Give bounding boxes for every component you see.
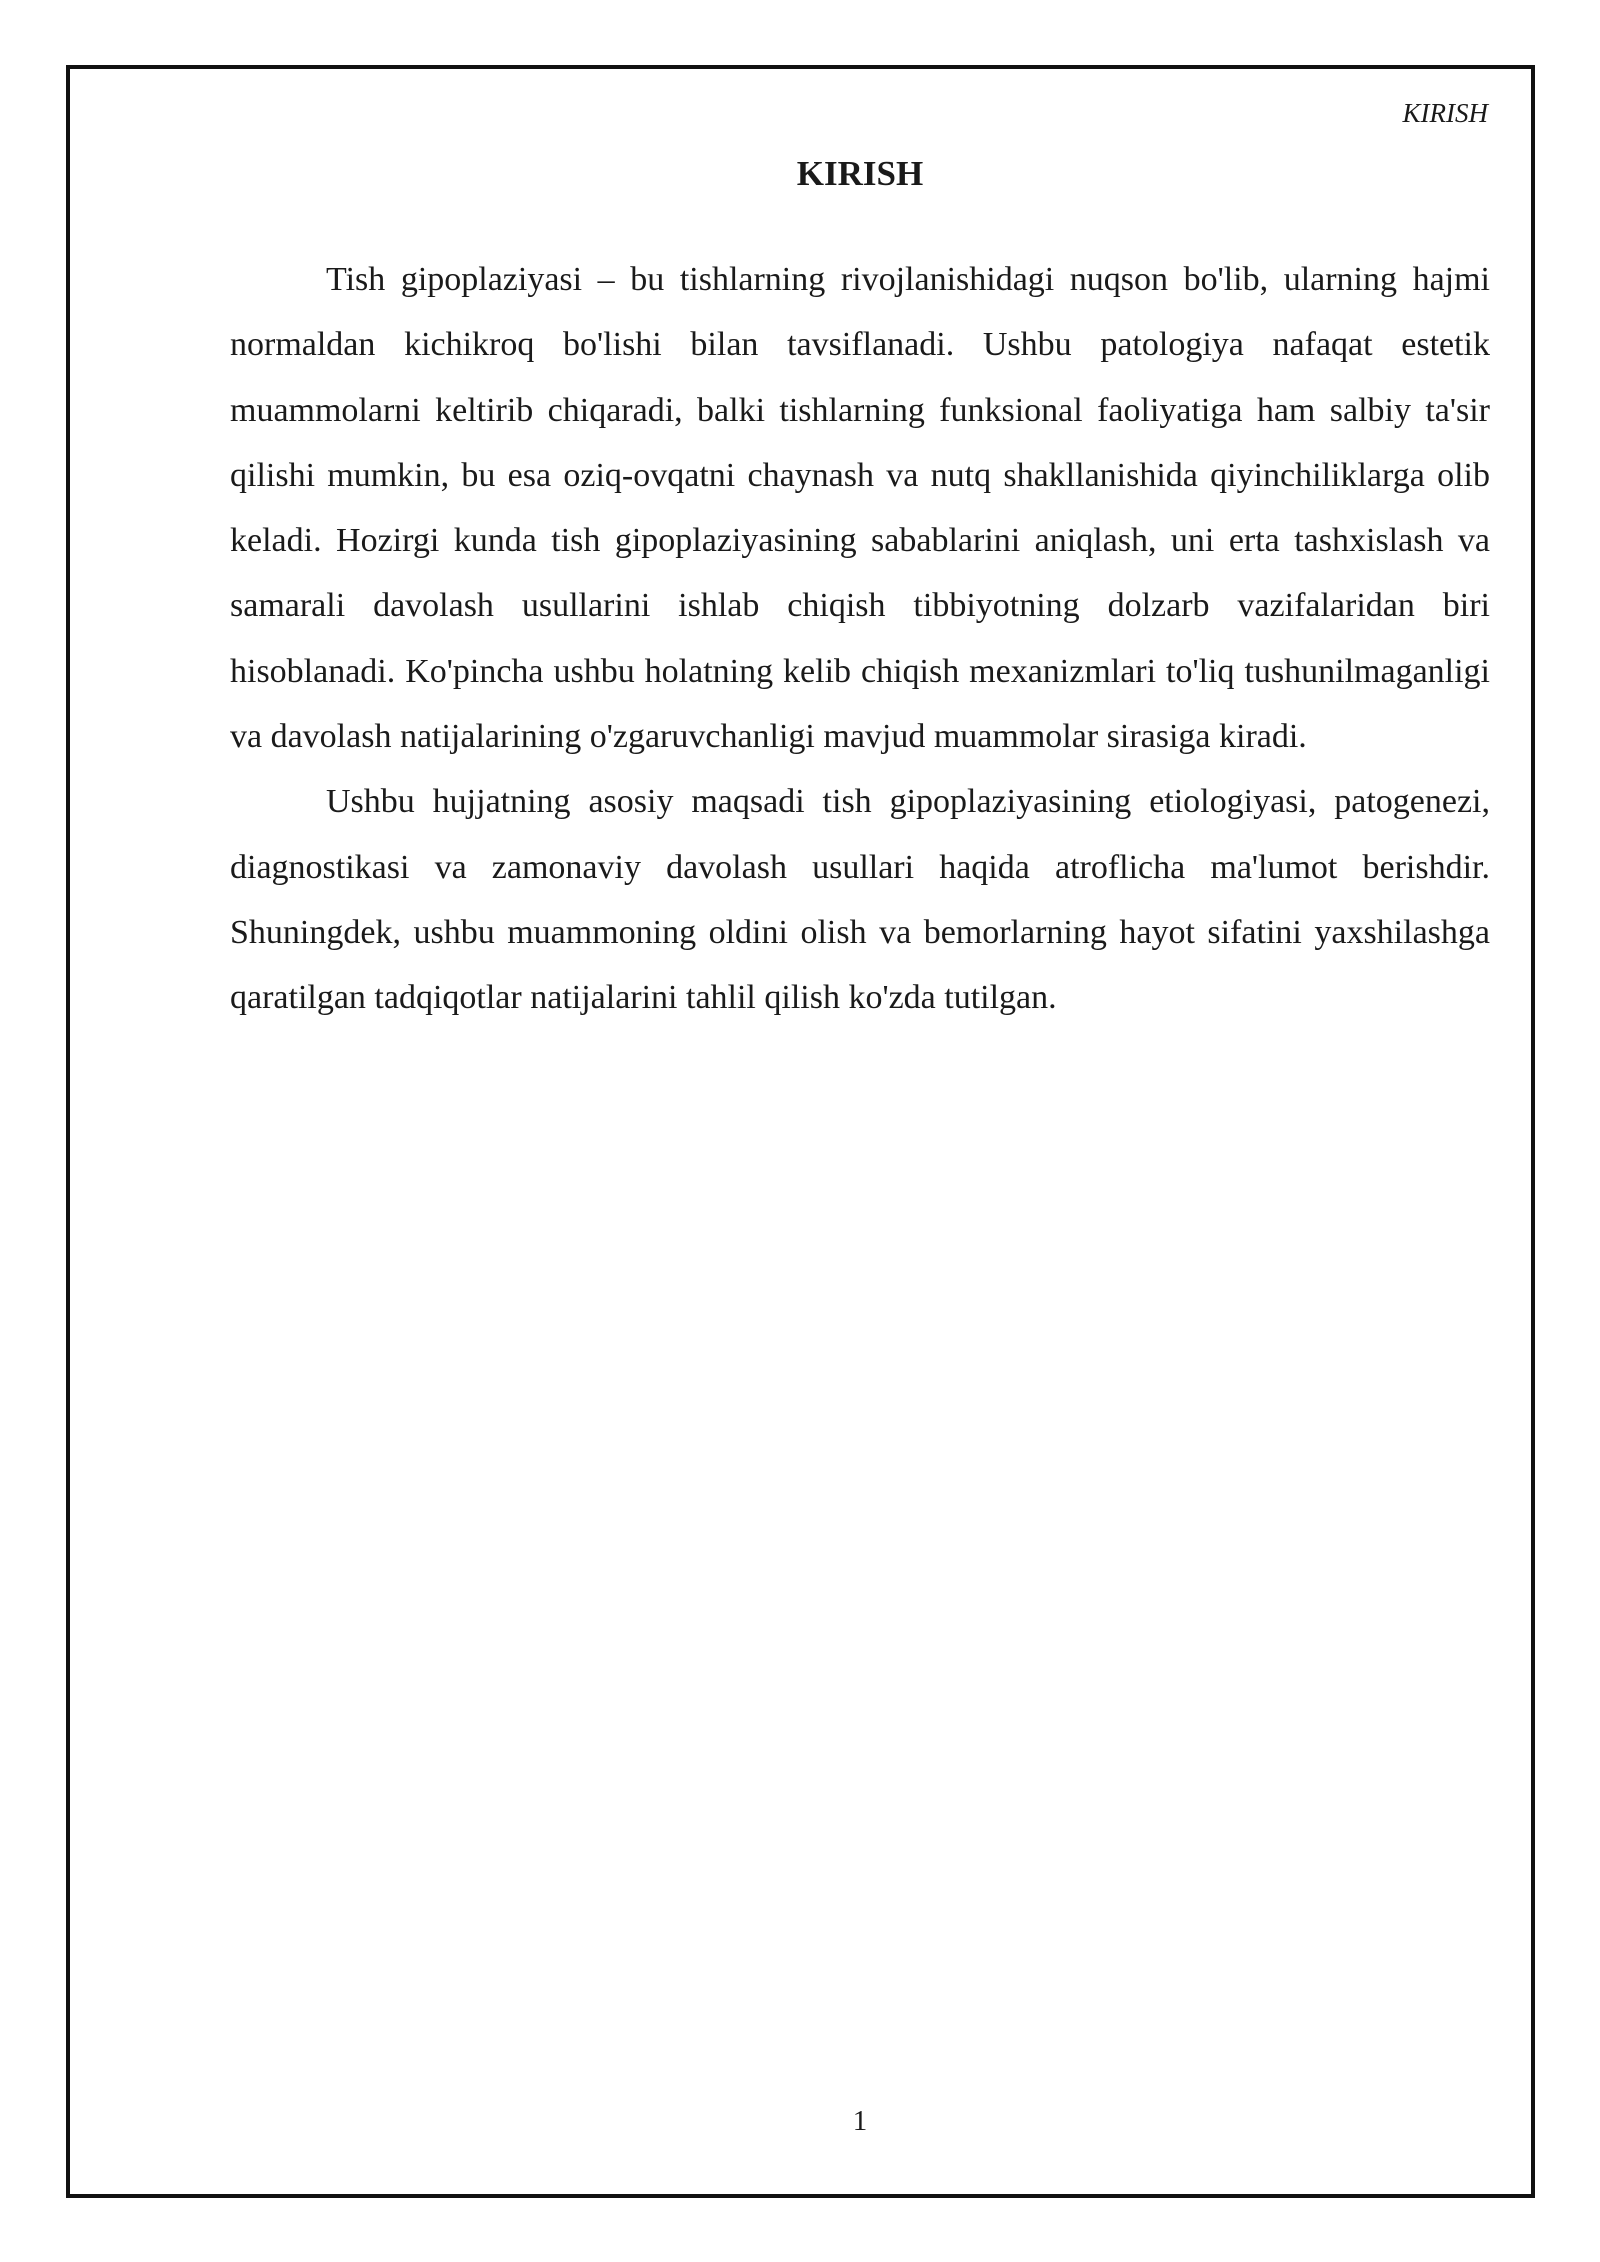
body-text <box>230 247 1490 1031</box>
paragraph-2: Ushbu hujjatning asosiy maqsadi tish gipoplaziyasining etiologiyasi, patogenezi, diagnostikasi va zamonaviy davolash usullari haqida atroflicha ma'lumot berishdir. Shuningdek, ushbu muammoning oldini olish va bemorlarning hayot sifatini yaxshilashga qaratilgan tadqiqotlar natijalarini tahlil qilish ko'zda tutilgan. <box>230 783 1490 1017</box>
paragraph-1: Tish gipoplaziyasi – bu tishlarning rivojlanishidagi nuqson bo'lib, ularning hajmi normaldan kichikroq bo'lishi bilan tavsiflanadi. Ushbu patologiya nafaqat estetik muammolarni keltirib chiqaradi, balki tishlarning funksional faoliyatiga ham salbiy ta'sir qilishi mumkin, bu esa oziq-ovqatni chaynash va nutq shakllanishida qiyinchiliklarga olib keladi. Hozirgi kunda tish gipoplaziyasining sabablarini aniqlash, uni erta tashxislash va samarali davolash usullarini ishlab chiqish tibbiyotning dolzarb vazifalaridan biri hisoblanadi. Ko'pincha ushbu holatning kelib chiqish mexanizmlari to'liq tushunilmaganligi va davolash natijalarining o'zgaruvchanligi mavjud muammolar sirasiga kiradi. <box>230 261 1490 756</box>
page-number: 1 <box>852 2105 868 2137</box>
page-title: KIRISH <box>796 154 924 193</box>
running-header: KIRISH <box>1402 98 1488 128</box>
